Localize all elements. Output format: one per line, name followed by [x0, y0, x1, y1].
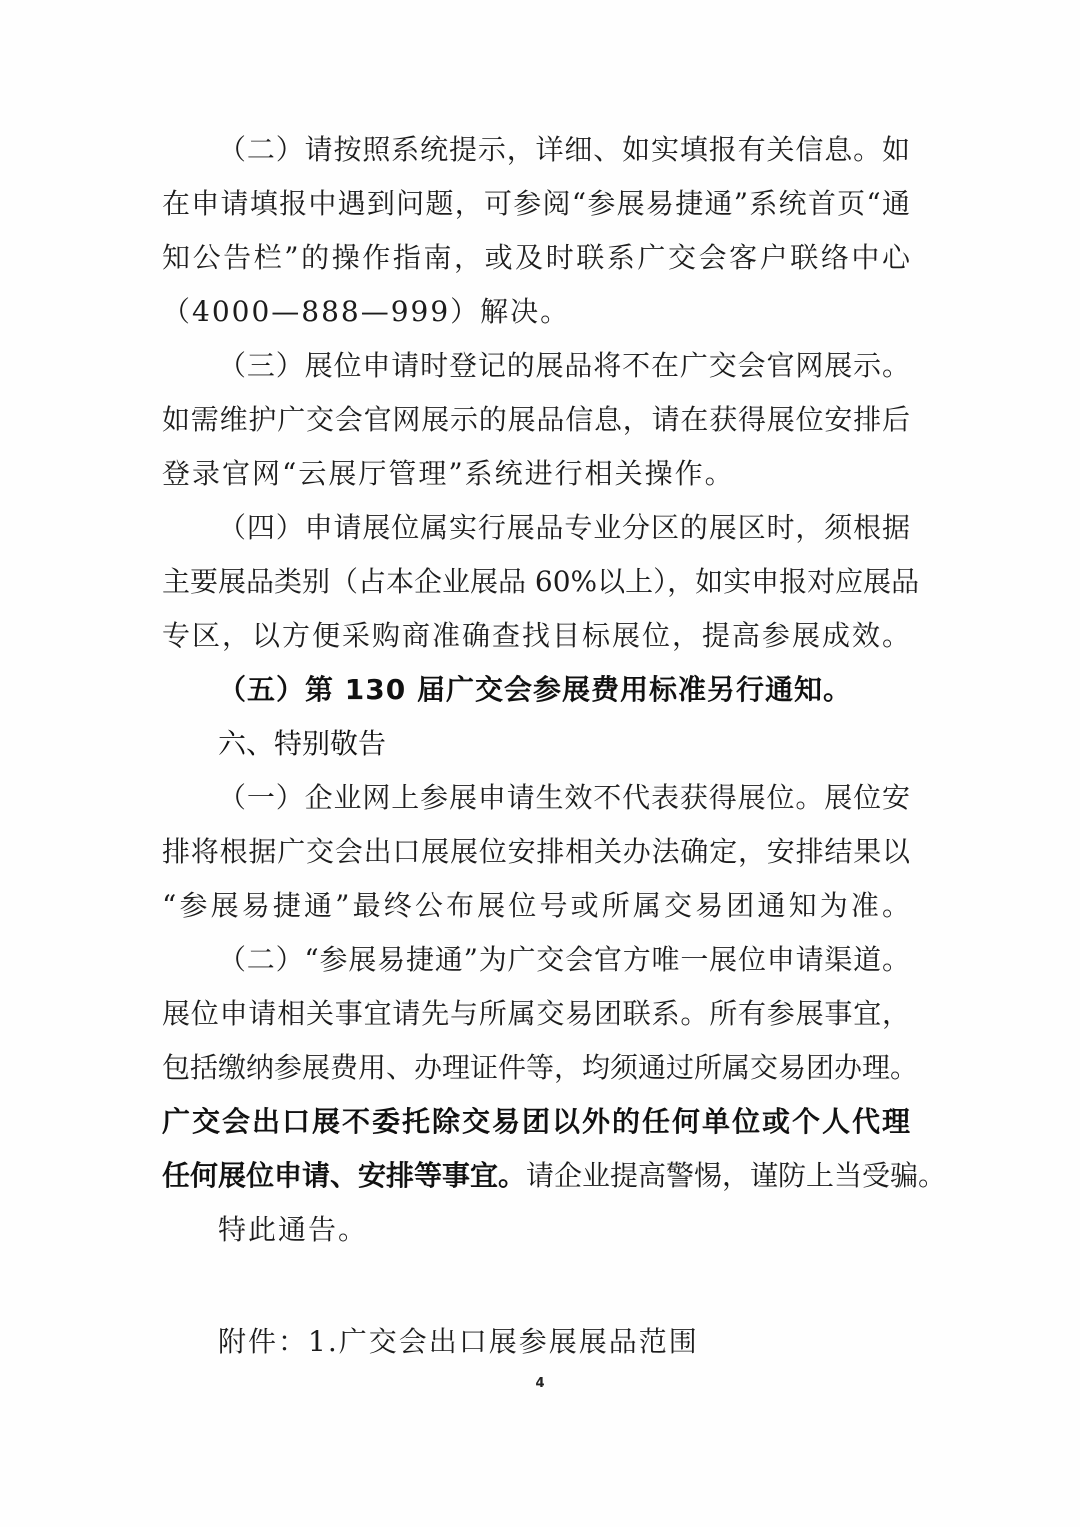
- text-line: 排将根据广交会出口展展位安排相关办法确定，安排结果以: [162, 835, 910, 868]
- text-line: （4000—888—999）解决。: [162, 295, 571, 328]
- text-line: 在申请填报中遇到问题，可参阅“参展易捷通”系统首页“通: [162, 187, 910, 220]
- text-line: （二）“参展易捷通”为广交会官方唯一展位申请渠道。: [218, 943, 910, 976]
- closing-line: 特此通告。: [218, 1213, 369, 1246]
- text-line: 专区，以方便采购商准确查找目标展位，提高参展成效。: [162, 619, 910, 652]
- text-line: （四）申请展位属实行展品专业分区的展区时，须根据: [218, 511, 910, 544]
- mixed-warning-line: [162, 1156, 947, 1196]
- text-line: 知公告栏”的操作指南，或及时联系广交会客户联络中心: [162, 241, 910, 274]
- text-line: （一）企业网上参展申请生效不代表获得展位。展位安: [218, 781, 910, 814]
- text-line: “参展易捷通”最终公布展位号或所属交易团通知为准。: [162, 889, 910, 922]
- text-line: 主要展品类别（占本企业展品 60%以上），如实申报对应展品: [162, 565, 920, 598]
- text-line: 登录官网“云展厅管理”系统进行相关操作。: [162, 457, 735, 490]
- attachment-line: 附件：1.广交会出口展参展展品范围: [218, 1325, 699, 1358]
- warning-text-bold: 任何展位申请、安排等事宜。: [162, 1159, 527, 1192]
- text-line: 包括缴纳参展费用、办理证件等，均须通过所属交易团办理。: [162, 1051, 919, 1084]
- warning-line: 广交会出口展不委托除交易团以外的任何单位或个人代理: [162, 1105, 910, 1138]
- warning-text-normal: 请企业提高警惕，谨防上当受骗。: [526, 1159, 947, 1192]
- section-heading: 六、特别敬告: [218, 727, 387, 760]
- text-line: 如需维护广交会官网展示的展品信息，请在获得展位安排后: [162, 403, 910, 436]
- page-number: 4: [535, 1376, 545, 1391]
- text-line: （二）请按照系统提示，详细、如实填报有关信息。如: [218, 133, 910, 166]
- text-line: （三）展位申请时登记的展品将不在广交会官网展示。: [218, 349, 910, 382]
- fee-notice-line: （五）第 130 届广交会参展费用标准另行通知。: [218, 673, 852, 706]
- text-line: 展位申请相关事宜请先与所属交易团联系。所有参展事宜，: [162, 997, 910, 1030]
